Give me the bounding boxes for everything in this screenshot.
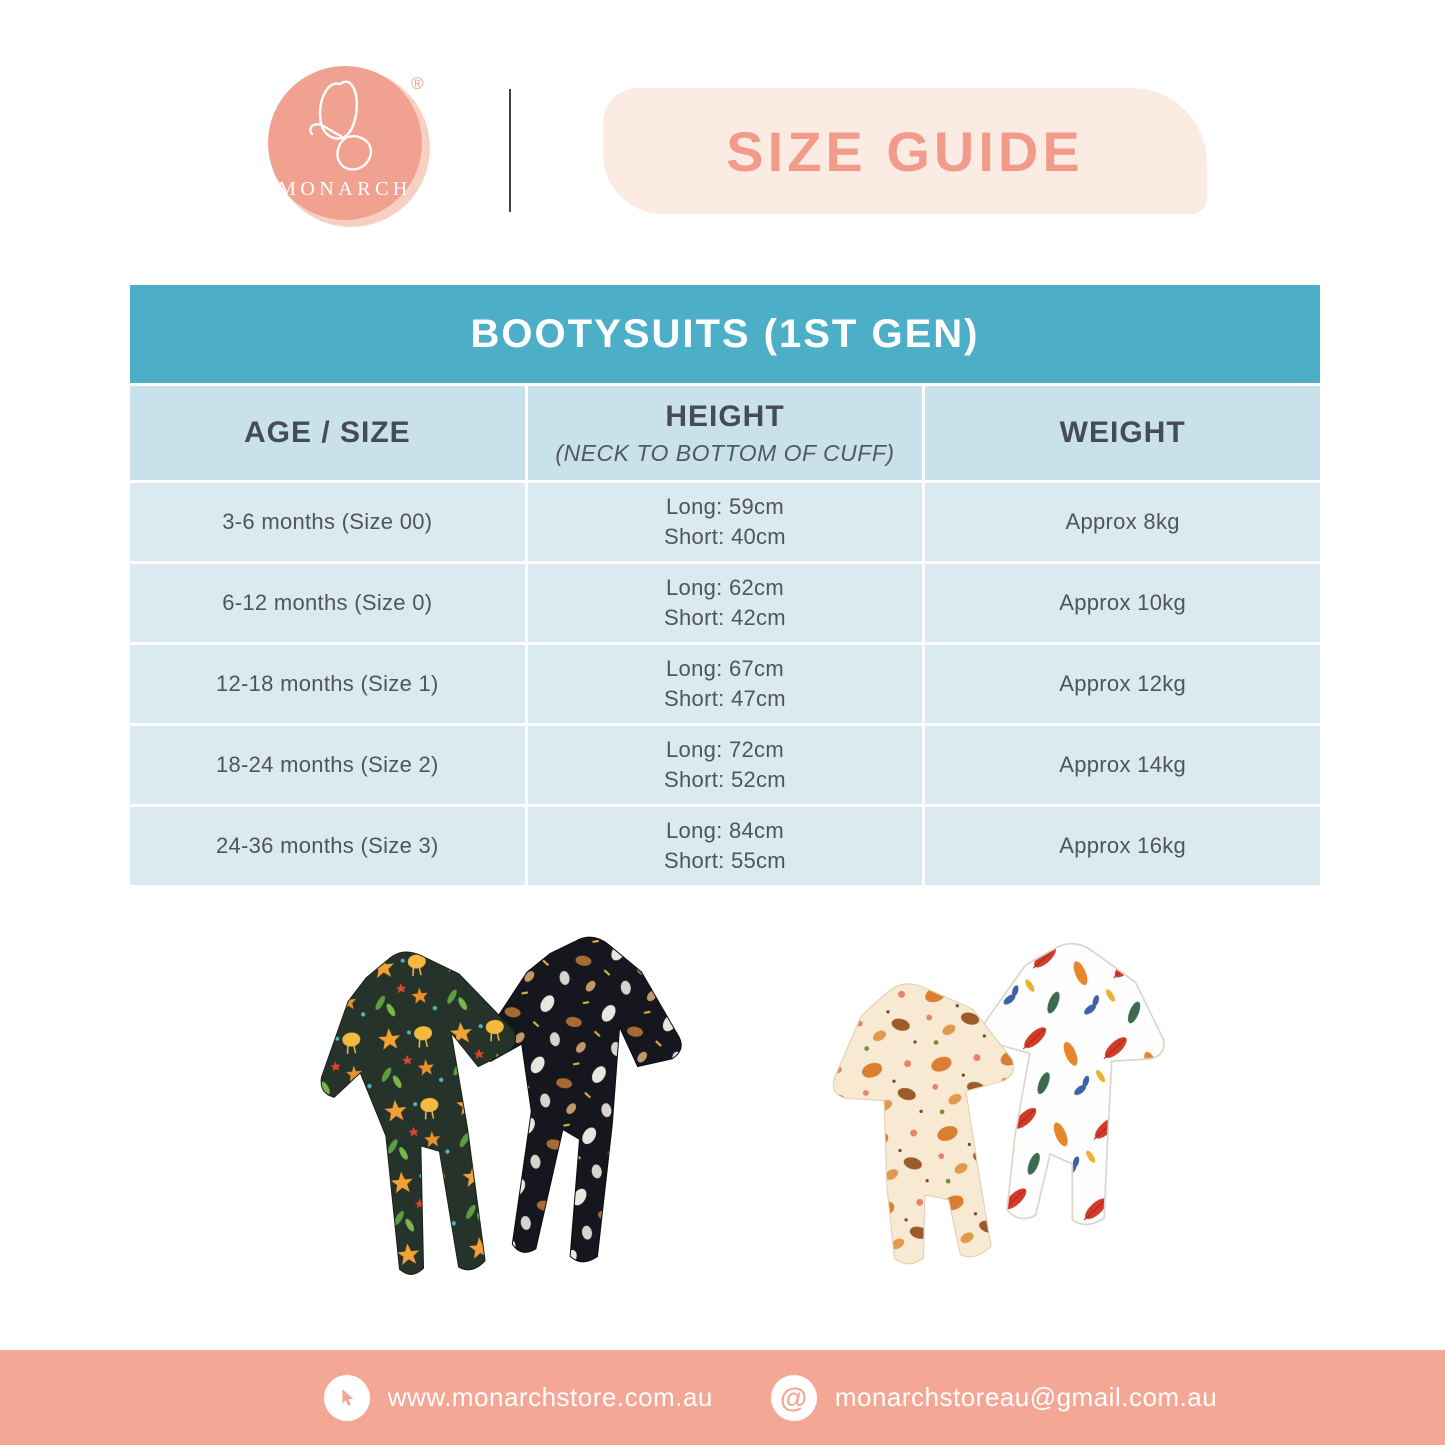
brand-logo bbox=[256, 56, 441, 236]
table-row-age: 18-24 months (Size 2) bbox=[130, 726, 525, 804]
table-row-weight: Approx 14kg bbox=[925, 726, 1320, 804]
website-link[interactable] bbox=[324, 1375, 713, 1421]
table-row-weight: Approx 16kg bbox=[925, 807, 1320, 885]
page-title: SIZE GUIDE bbox=[726, 119, 1084, 183]
footer-contacts bbox=[324, 1375, 1217, 1421]
column-header-weight: WEIGHT bbox=[925, 386, 1320, 480]
size-table bbox=[130, 285, 1320, 885]
logo-wordmark: MONARCH bbox=[278, 178, 412, 200]
cursor-icon bbox=[324, 1375, 370, 1421]
email-link[interactable] bbox=[771, 1375, 1217, 1421]
monarch-logo-graphic bbox=[256, 56, 441, 236]
table-row-weight: Approx 10kg bbox=[925, 564, 1320, 642]
table-grid bbox=[130, 386, 1320, 885]
table-row-age: 3-6 months (Size 00) bbox=[130, 483, 525, 561]
product-image-long-sleeve-bootysuits bbox=[298, 926, 702, 1326]
footer-bar bbox=[0, 1350, 1445, 1445]
size-guide-banner bbox=[603, 88, 1207, 214]
website-url: www.monarchstore.com.au bbox=[387, 1382, 713, 1412]
table-title: BOOTYSUITS (1ST GEN) bbox=[130, 285, 1320, 383]
table-row-age: 12-18 months (Size 1) bbox=[130, 645, 525, 723]
table-row-height: Long: 72cm Short: 52cm bbox=[528, 726, 923, 804]
table-row-height: Long: 84cm Short: 55cm bbox=[528, 807, 923, 885]
table-row-height: Long: 62cm Short: 42cm bbox=[528, 564, 923, 642]
column-header-height: HEIGHT (NECK TO BOTTOM OF CUFF) bbox=[528, 386, 923, 480]
table-row-height: Long: 59cm Short: 40cm bbox=[528, 483, 923, 561]
table-row-age: 6-12 months (Size 0) bbox=[130, 564, 525, 642]
table-row-age: 24-36 months (Size 3) bbox=[130, 807, 525, 885]
column-header-age-size: AGE / SIZE bbox=[130, 386, 525, 480]
at-icon: @ bbox=[771, 1375, 817, 1421]
table-row-weight: Approx 8kg bbox=[925, 483, 1320, 561]
email-address: monarchstoreau@gmail.com.au bbox=[834, 1382, 1218, 1412]
product-image-short-sleeve-bootysuits bbox=[788, 938, 1182, 1313]
table-row-height: Long: 67cm Short: 47cm bbox=[528, 645, 923, 723]
registered-trademark-icon: ® bbox=[411, 74, 424, 93]
column-header-height-sub: (NECK TO BOTTOM OF CUFF) bbox=[555, 439, 895, 466]
header-divider bbox=[509, 89, 511, 212]
table-row-weight: Approx 12kg bbox=[925, 645, 1320, 723]
